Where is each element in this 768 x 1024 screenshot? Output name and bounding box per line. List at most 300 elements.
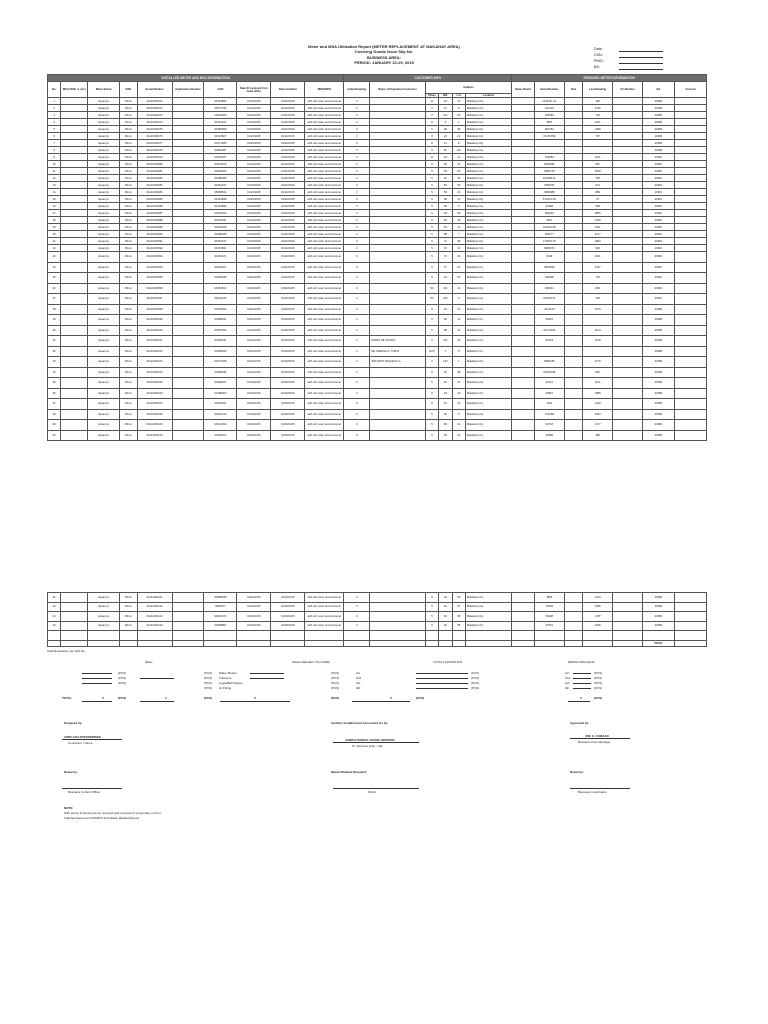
cell-lot: 5 <box>452 203 465 210</box>
cell-serial: 01141000104 <box>137 367 172 378</box>
cell-customer-name <box>370 203 426 210</box>
cell-last-reading: 1787 <box>583 612 613 622</box>
cell-date-installed: 01/29/2015 <box>271 409 305 420</box>
table-row <box>48 224 707 231</box>
cell-blk: 131 <box>439 283 452 294</box>
cell-remarks: with old meter and customer <box>305 105 344 112</box>
cell-blk: 94 <box>439 593 452 603</box>
cell-size: 15mm <box>120 602 138 612</box>
cell-remarks: with old meter and customer <box>305 161 344 168</box>
cell-remarks: with old meter and customer <box>305 217 344 224</box>
cell-remarks: with old meter and customer <box>305 294 344 305</box>
cell-application <box>172 154 204 161</box>
cell-removed-serial: 61984 <box>534 203 564 210</box>
cell-ba: 20386 <box>642 112 674 119</box>
cell-no: 8 <box>48 147 61 154</box>
cell-removed-brand <box>512 420 535 431</box>
cell-ba: 20389 <box>642 430 674 441</box>
cell-no: 29 <box>48 315 61 326</box>
cell-ba: 20381 <box>642 189 674 196</box>
cell-customer-name <box>370 399 426 410</box>
cell-amount <box>674 182 706 189</box>
cell-amount <box>674 119 706 126</box>
cell-date-received: 01/22/2015 <box>237 245 271 252</box>
cell-customer-name <box>370 378 426 389</box>
cell-location: Makahay City <box>465 612 511 622</box>
cell-customer-name <box>370 105 426 112</box>
cell-remarks: with old meter and customer <box>305 420 344 431</box>
cell-ba: 20386 <box>642 140 674 147</box>
cell-msa <box>61 315 88 326</box>
cell-date-received: 01/22/2015 <box>237 409 271 420</box>
cell-lot: 11 <box>452 245 465 252</box>
cell-can: 91956971 <box>204 430 237 441</box>
cell-blk: 56 <box>439 315 452 326</box>
cell-customer-name <box>370 325 426 336</box>
cell-date-installed: 01/22/2015 <box>271 168 305 175</box>
cell-date-installed: 01/22/2015 <box>271 283 305 294</box>
cell-removed-brand <box>512 238 535 245</box>
cell-remarks: with old meter and customer <box>305 388 344 399</box>
cell-ba: 20381 <box>642 245 674 252</box>
col-last-reading: Last Reading <box>583 82 613 98</box>
cell-can: 91592992 <box>204 304 237 315</box>
table-row <box>48 126 707 133</box>
cell-meter-brand: Aquacym <box>88 126 120 133</box>
cell-location: Makahay City <box>465 621 511 631</box>
cell-ba: 20381 <box>642 154 674 161</box>
cell-removed-brand <box>512 98 535 105</box>
cell-can: 9083377 <box>204 602 237 612</box>
cell-msa <box>61 161 88 168</box>
cell-removed-brand <box>512 336 535 347</box>
cell-no: 34 <box>48 367 61 378</box>
cell-removed-brand <box>512 224 535 231</box>
cell-no: 40 <box>48 430 61 441</box>
cell-lot: 11 <box>452 154 465 161</box>
cell-cf-number <box>613 217 643 224</box>
cell-cf-number <box>613 112 643 119</box>
cell-meter-brand: Aquacym <box>88 430 120 441</box>
cell-can: 91511880 <box>204 98 237 105</box>
cell-customer-name <box>370 621 426 631</box>
cell-lot: 87 <box>452 602 465 612</box>
cell-location: Makahay City <box>465 315 511 326</box>
cell-meter-brand: Aquacym <box>88 147 120 154</box>
cell-amount <box>674 409 706 420</box>
cell-phase: 5 <box>425 273 438 284</box>
cell-lot: 8 <box>452 346 465 357</box>
cell-location: Makahay City <box>465 357 511 368</box>
cell-can: 95088344 <box>204 189 237 196</box>
cell-initial-reading: 0 <box>344 168 370 175</box>
cell-no: 3 <box>48 112 61 119</box>
cell-last-reading: 1148 <box>583 336 613 347</box>
cell-remarks: with old meter and customer <box>305 378 344 389</box>
cell-remarks: with old meter and customer <box>305 126 344 133</box>
cell-location: Makahay City <box>465 147 511 154</box>
cell-phase: 5 <box>425 217 438 224</box>
cell-date-received: 01/22/2015 <box>237 210 271 217</box>
cell-application <box>172 140 204 147</box>
cell-no: 35 <box>48 378 61 389</box>
cell-removed-serial: 72349 <box>534 602 564 612</box>
col-blk: Blk <box>439 94 452 98</box>
cell-serial: 01141000087 <box>137 210 172 217</box>
cell-size: 15mm <box>120 262 137 273</box>
cell-date-received: 01/22/2015 <box>237 420 271 431</box>
cell-date-installed: 01/22/2015 <box>271 231 305 238</box>
cell-cf-number <box>613 593 643 603</box>
cell-meter-brand: Aquacym <box>88 105 120 112</box>
report-subtitle: Covering Goods Issue Slip No. <box>354 49 414 55</box>
cell-msa <box>61 378 88 389</box>
cell-application <box>172 168 204 175</box>
cell-blk: 88 <box>439 231 452 238</box>
cell-initial-reading: 0 <box>344 262 370 273</box>
table-row <box>48 203 707 210</box>
cell-size: 15mm <box>120 182 137 189</box>
cell-initial-reading: 0 <box>344 119 370 126</box>
cell-no: 23 <box>48 252 61 263</box>
cell-last-reading: 2717 <box>583 231 613 238</box>
total-requisition: Total Requisition per GIS No. <box>47 649 86 653</box>
cell-initial-reading: 0 <box>344 147 370 154</box>
cell-removed-size <box>564 367 583 378</box>
cell-removed-size <box>564 231 583 238</box>
cell-removed-brand <box>512 346 535 357</box>
cell-removed-serial: 574014-39 <box>534 196 564 203</box>
cell-application <box>172 252 204 263</box>
col-serial: Serial Number <box>137 82 172 98</box>
cell-date-received: 01/22/2015 <box>237 119 271 126</box>
cell-removed-size <box>564 245 583 252</box>
cell-lot: 38 <box>452 612 465 622</box>
cell-phase: 8 <box>425 399 438 410</box>
cell-cf-number <box>613 238 643 245</box>
cell-remarks: with old meter and customer <box>305 273 344 284</box>
cell-blk: 72 <box>439 238 452 245</box>
cell-size: 15mm <box>120 133 137 140</box>
cell-initial-reading: 0 <box>344 602 370 612</box>
cell-phase: 5 <box>425 378 438 389</box>
cell-can: 90098897 <box>204 621 237 631</box>
cell-amount <box>674 161 706 168</box>
cell-size: 15mm <box>120 175 137 182</box>
cell-phase: 5 <box>425 238 438 245</box>
cell-application <box>172 105 204 112</box>
table-row <box>48 210 707 217</box>
cell-amount <box>674 336 706 347</box>
cell-removed-size <box>564 119 583 126</box>
cell-cf-number <box>613 175 643 182</box>
cell-ba: 20389 <box>642 336 674 347</box>
cell-blk: 99 <box>439 430 452 441</box>
cell-customer-name: ERWIN DE CHONG <box>370 336 426 347</box>
cell-removed-brand <box>512 133 535 140</box>
approved-name: JOE C. CURAAN <box>585 734 609 738</box>
cell-last-reading: 1319 <box>583 593 613 603</box>
cell-location: Makahay City <box>465 126 511 133</box>
cell-initial-reading: 0 <box>344 315 370 326</box>
cell-removed-serial: 321401 <box>534 105 564 112</box>
cell-last-reading: 1479 <box>583 304 613 315</box>
cell-removed-serial: 9980074 <box>534 245 564 252</box>
cell-lot: 28 <box>452 593 465 603</box>
cell-cf-number <box>613 126 643 133</box>
cell-removed-size <box>564 409 583 420</box>
cell-msa <box>61 262 88 273</box>
cell-can: 91444598 <box>204 196 237 203</box>
cell-last-reading: 2041 <box>583 252 613 263</box>
col-lot: Lot <box>452 94 465 98</box>
cell-removed-brand <box>512 430 535 441</box>
cell-serial: 01141000107 <box>137 399 172 410</box>
cell-removed-size <box>564 378 583 389</box>
cell-application <box>172 399 204 410</box>
cell-last-reading <box>583 346 613 357</box>
cell-lot: 110 <box>452 147 465 154</box>
cell-date-received: 01/22/2015 <box>237 126 271 133</box>
cell-ba: 20389 <box>642 367 674 378</box>
prepared-by-label: Prepared by: <box>64 721 83 725</box>
table-row <box>48 409 707 420</box>
noted-role: Business Control Officer <box>68 790 101 794</box>
cell-blk: 27 <box>439 105 452 112</box>
cell-application <box>172 357 204 368</box>
cell-location: Makahay City <box>465 409 511 420</box>
cell-no: 19 <box>48 224 61 231</box>
summary-meter: Meter <box>145 660 153 664</box>
cell-phase: 8 <box>425 119 438 126</box>
cell-remarks: with old meter and customer <box>305 602 344 612</box>
cell-customer-name <box>370 420 426 431</box>
cell-blk: 91 <box>439 378 452 389</box>
cell-removed-brand <box>512 105 535 112</box>
cell-date-received: 01/22/2015 <box>237 182 271 189</box>
cell-lot: 13 <box>452 420 465 431</box>
cell-customer-name <box>370 602 426 612</box>
cell-amount <box>674 154 706 161</box>
cell-no: 27 <box>48 294 61 305</box>
cell-meter-brand: Aquacym <box>88 203 120 210</box>
cell-removed-size <box>564 133 583 140</box>
cell-date-installed: 01/22/2015 <box>271 203 305 210</box>
cell-remarks: with old meter and customer <box>305 593 344 603</box>
cell-removed-brand <box>512 126 535 133</box>
cell-meter-brand: Aquacym <box>88 217 120 224</box>
cell-phase: 5 <box>425 262 438 273</box>
cell-msa <box>61 409 88 420</box>
cell-remarks: with old meter and customer <box>305 196 344 203</box>
cell-application <box>172 621 204 631</box>
cell-ba: 20386 <box>642 119 674 126</box>
table-row <box>48 231 707 238</box>
cell-initial-reading: 0 <box>344 224 370 231</box>
cell-blk: 38 <box>439 210 452 217</box>
cell-cf-number <box>613 168 643 175</box>
cell-blk: 38 <box>439 126 452 133</box>
cell-lot: 97 <box>452 378 465 389</box>
cell-amount <box>674 621 706 631</box>
cell-application <box>172 388 204 399</box>
table-row-empty <box>48 631 707 641</box>
cell-msa <box>61 399 88 410</box>
cell-size: 15mm <box>120 325 137 336</box>
cell-date-installed: 01/22/2015 <box>271 262 305 273</box>
cell-remarks: with old meter and customer <box>305 399 344 410</box>
table-row <box>48 273 707 284</box>
cell-size: 15mm <box>120 147 137 154</box>
cell-serial: 01141000108 <box>137 409 172 420</box>
cell-date-received: 01/22/2015 <box>237 231 271 238</box>
cell-meter-brand: Aquacym <box>88 210 120 217</box>
cell-no: 6 <box>48 133 61 140</box>
col-location: Location <box>465 94 511 98</box>
col-size: SIZE <box>120 82 137 98</box>
cell-amount <box>674 430 706 441</box>
cell-last-reading: 1863 <box>583 238 613 245</box>
cell-date-installed: 01/29/2015 <box>271 602 305 612</box>
cell-phase: 8 <box>425 98 438 105</box>
verified-role: Sr. Services Engr. / SE <box>352 744 383 748</box>
cell-ba: 20381 <box>642 182 674 189</box>
cell-location: Makahay City <box>465 112 511 119</box>
cell-cf-number <box>613 119 643 126</box>
cell-date-installed: 01/22/2015 <box>271 161 305 168</box>
cell-phase: 5 <box>425 612 438 622</box>
cell-serial: 01141000095 <box>137 273 172 284</box>
cell-ba: 20381 <box>642 217 674 224</box>
cell-remarks: with old meter and customer <box>305 224 344 231</box>
cell-initial-reading: 0 <box>344 430 370 441</box>
cell-lot: 58 <box>452 621 465 631</box>
cell-ba: 20389 <box>642 621 674 631</box>
cell-ba: 20389 <box>642 420 674 431</box>
table-row <box>48 420 707 431</box>
cell-msa <box>61 196 88 203</box>
col-amount: Amount <box>674 82 706 98</box>
cell-date-installed: 01/29/2015 <box>271 420 305 431</box>
cell-cf-number <box>613 304 643 315</box>
cell-removed-serial <box>534 346 564 357</box>
cell-amount <box>674 189 706 196</box>
cell-blk: 26 <box>439 98 452 105</box>
cell-meter-brand: Aquacym <box>88 140 120 147</box>
cell-size: 15mm <box>120 231 137 238</box>
cell-customer-name <box>370 409 426 420</box>
cell-can: 91585089 <box>204 126 237 133</box>
cell-size: 15mm <box>120 224 137 231</box>
cell-cf-number <box>613 189 643 196</box>
table-row <box>48 133 707 140</box>
cell-removed-size <box>564 262 583 273</box>
cell-meter-brand: Aquacym <box>88 175 120 182</box>
cell-location: Makahay City <box>465 367 511 378</box>
cell-removed-brand <box>512 203 535 210</box>
cell-serial: 01141000094 <box>137 262 172 273</box>
cell-phase: 5 <box>425 325 438 336</box>
cell-blk: 121 <box>439 112 452 119</box>
cell-size: 15mm <box>120 217 137 224</box>
report-area: BUSINESS AREA: <box>366 54 402 60</box>
cell-cf-number <box>613 420 643 431</box>
cell-date-installed: 01/22/2015 <box>271 196 305 203</box>
approved-label: Approved by: <box>570 721 590 725</box>
cell-cf-number <box>613 196 643 203</box>
report-title: Meter and MSA Utilization Report (METER REPLACEMENT AT MAKAHAY AREA) <box>308 44 460 49</box>
cell-can: 91888011 <box>204 315 237 326</box>
col-ba: BA <box>642 82 674 98</box>
cell-serial: 01141000089 <box>137 224 172 231</box>
table-row <box>48 168 707 175</box>
cell-blk: 29 <box>439 154 452 161</box>
cell-msa <box>61 105 88 112</box>
cell-amount <box>674 388 706 399</box>
col-msa: MSA (With or w/o) <box>61 82 88 98</box>
cell-date-installed: 01/22/2015 <box>271 182 305 189</box>
cell-date-received: 01/22/2015 <box>237 304 271 315</box>
cell-remarks: with old meter and customer <box>305 182 344 189</box>
cell-phase: 8 <box>425 304 438 315</box>
cell-location: Makahay City <box>465 140 511 147</box>
cell-cf-number <box>613 252 643 263</box>
cell-phase: 5 <box>425 126 438 133</box>
cell-location: Makahay City <box>465 224 511 231</box>
cell-remarks: with old meter and customer <box>305 189 344 196</box>
cell-last-reading: 1735 <box>583 105 613 112</box>
cell-last-reading <box>583 140 613 147</box>
cell-cf-number <box>613 399 643 410</box>
cell-meter-brand: Aquacym <box>88 602 120 612</box>
cell-blk: 58 <box>439 325 452 336</box>
cell-amount <box>674 175 706 182</box>
cell-last-reading: 4779 <box>583 357 613 368</box>
cell-msa <box>61 217 88 224</box>
cell-can: 94488395 <box>204 175 237 182</box>
cell-application <box>172 304 204 315</box>
cell-blk: 111 <box>439 336 452 347</box>
cell-serial: 01141000110 <box>137 430 172 441</box>
summary-total-label: TOTAL <box>62 696 72 700</box>
cell-removed-brand <box>512 357 535 368</box>
cell-location: Makahay City <box>465 273 511 284</box>
field-ba: BA: <box>594 65 600 69</box>
cell-size: 15mm <box>120 621 138 631</box>
cell-removed-brand <box>512 175 535 182</box>
cell-initial-reading: 0 <box>344 126 370 133</box>
cell-initial-reading: 0 <box>344 203 370 210</box>
cell-amount <box>674 147 706 154</box>
cell-date-installed: 01/26/2015 <box>271 346 305 357</box>
table-row <box>48 175 707 182</box>
cell-remarks: with old meter and customer <box>305 336 344 347</box>
cell-initial-reading: 0 <box>344 388 370 399</box>
cell-removed-brand <box>512 210 535 217</box>
cell-size: 15mm <box>120 294 137 305</box>
cell-phase: 5 <box>425 189 438 196</box>
cell-removed-brand <box>512 231 535 238</box>
col-customer-name: Name of Registered Customer <box>370 82 426 98</box>
cell-remarks: with old meter and customer <box>305 175 344 182</box>
note-line-1: With stamp if documents for received was received of e bcendary control <box>64 811 161 815</box>
cell-application <box>172 133 204 140</box>
cell-meter-brand: Aquacym <box>88 315 120 326</box>
cell-phase: 8 <box>425 140 438 147</box>
cell-removed-size <box>564 189 583 196</box>
cell-cf-number <box>613 612 643 622</box>
cell-location: Makahay City <box>465 304 511 315</box>
